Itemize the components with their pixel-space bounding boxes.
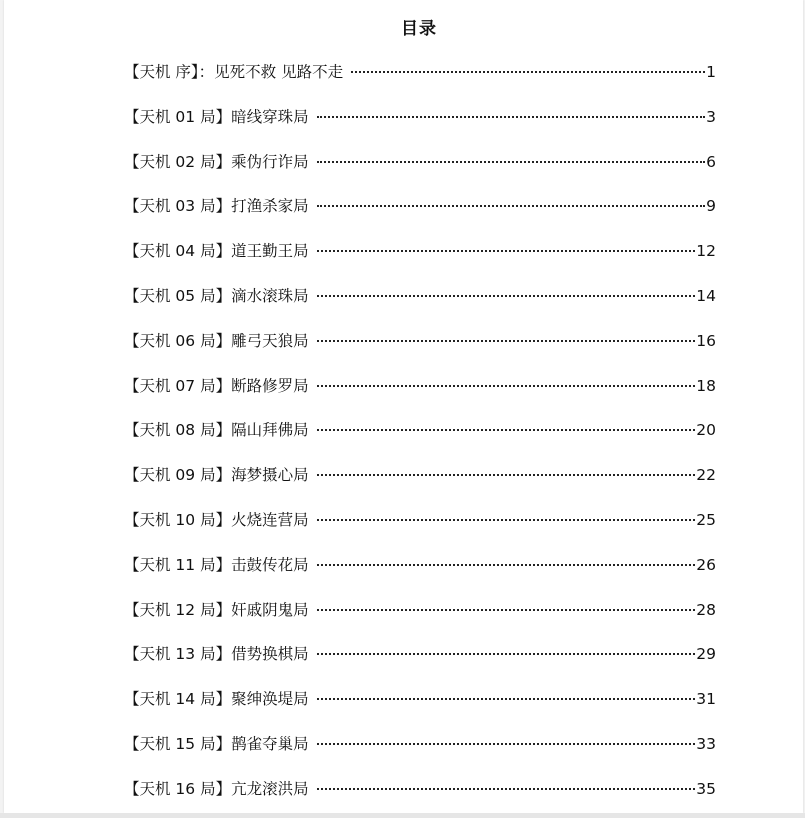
toc-entry-page: 33 xyxy=(696,734,716,753)
toc-entry[interactable] xyxy=(124,457,716,502)
toc-entry[interactable] xyxy=(124,188,716,233)
document-page xyxy=(4,0,803,813)
toc-entry-page: 1 xyxy=(706,63,716,81)
dot-leader xyxy=(317,295,696,297)
toc-entry-page: 6 xyxy=(706,152,716,171)
toc-entry-page: 28 xyxy=(696,600,716,619)
toc-entry[interactable] xyxy=(124,502,716,547)
toc-entry-page: 18 xyxy=(696,376,716,395)
dot-leader xyxy=(351,71,705,73)
toc-entry-page: 12 xyxy=(696,242,716,261)
dot-leader xyxy=(317,474,696,476)
toc-entry[interactable] xyxy=(124,636,716,681)
toc-entry-label: 【天机 09 局】海梦摄心局 xyxy=(124,466,309,485)
toc-entry-label: 【天机 01 局】暗线穿珠局 xyxy=(124,107,309,126)
toc-entry[interactable] xyxy=(124,54,716,99)
toc-entry-page: 35 xyxy=(696,779,716,798)
toc-entry[interactable] xyxy=(124,771,716,816)
toc-entry-label: 【天机 08 局】隔山拜佛局 xyxy=(124,421,309,440)
toc-entry-page: 20 xyxy=(696,421,716,440)
toc-entry-label: 【天机 11 局】击鼓传花局 xyxy=(124,555,309,574)
toc-entry-page: 25 xyxy=(696,510,716,529)
toc-entry-label: 【天机 14 局】聚绅涣堤局 xyxy=(124,690,309,709)
dot-leader xyxy=(317,340,696,342)
dot-leader xyxy=(317,116,706,118)
dot-leader xyxy=(317,788,696,790)
dot-leader xyxy=(317,609,696,611)
toc-entry-label: 【天机 05 局】滴水滚珠局 xyxy=(124,286,309,305)
dot-leader xyxy=(317,653,696,655)
toc-entry-label: 【天机 15 局】鹊雀夺巢局 xyxy=(124,734,309,753)
toc-entry[interactable] xyxy=(124,144,716,189)
dot-leader xyxy=(317,385,696,387)
toc-entry-label: 【天机 07 局】断路修罗局 xyxy=(124,376,309,395)
toc-entry-page: 16 xyxy=(696,331,716,350)
toc-entry[interactable] xyxy=(124,412,716,457)
toc-title: 目录 xyxy=(401,19,437,39)
dot-leader xyxy=(317,250,696,252)
toc-entry-label: 【天机 16 局】亢龙滚洪局 xyxy=(124,779,309,798)
toc-entry[interactable] xyxy=(124,368,716,413)
toc-entry-page: 22 xyxy=(696,466,716,485)
toc-entry[interactable] xyxy=(124,233,716,278)
toc-entry[interactable] xyxy=(124,726,716,771)
toc-entry-page: 26 xyxy=(696,555,716,574)
toc-entry[interactable] xyxy=(124,681,716,726)
toc-entry-label: 【天机 02 局】乘伪行诈局 xyxy=(124,152,309,171)
toc-list xyxy=(124,54,716,816)
toc-entry-label: 【天机 13 局】借势换棋局 xyxy=(124,645,309,664)
toc-entry[interactable] xyxy=(124,323,716,368)
toc-entry-label: 【天机 04 局】道王勤王局 xyxy=(124,242,309,261)
toc-entry-page: 31 xyxy=(696,690,716,709)
dot-leader xyxy=(317,698,696,700)
dot-leader xyxy=(317,564,696,566)
toc-entry-label: 【天机 序】：见死不救 见路不走 xyxy=(124,63,344,81)
dot-leader xyxy=(317,743,696,745)
page-bottom-edge xyxy=(0,813,805,818)
toc-entry-page: 3 xyxy=(706,107,716,126)
toc-entry[interactable] xyxy=(124,99,716,144)
toc-entry-label: 【天机 06 局】雕弓天狼局 xyxy=(124,331,309,350)
toc-entry[interactable] xyxy=(124,547,716,592)
toc-entry-label: 【天机 03 局】打渔杀家局 xyxy=(124,197,309,216)
toc-entry-page: 9 xyxy=(706,197,716,216)
toc-entry-label: 【天机 10 局】火烧连营局 xyxy=(124,510,309,529)
dot-leader xyxy=(317,205,706,207)
dot-leader xyxy=(317,429,696,431)
dot-leader xyxy=(317,519,696,521)
toc-entry[interactable] xyxy=(124,592,716,637)
dot-leader xyxy=(317,161,706,163)
toc-entry[interactable] xyxy=(124,278,716,323)
toc-entry-page: 14 xyxy=(696,286,716,305)
toc-entry-page: 29 xyxy=(696,645,716,664)
toc-entry-label: 【天机 12 局】奸戚阴鬼局 xyxy=(124,600,309,619)
